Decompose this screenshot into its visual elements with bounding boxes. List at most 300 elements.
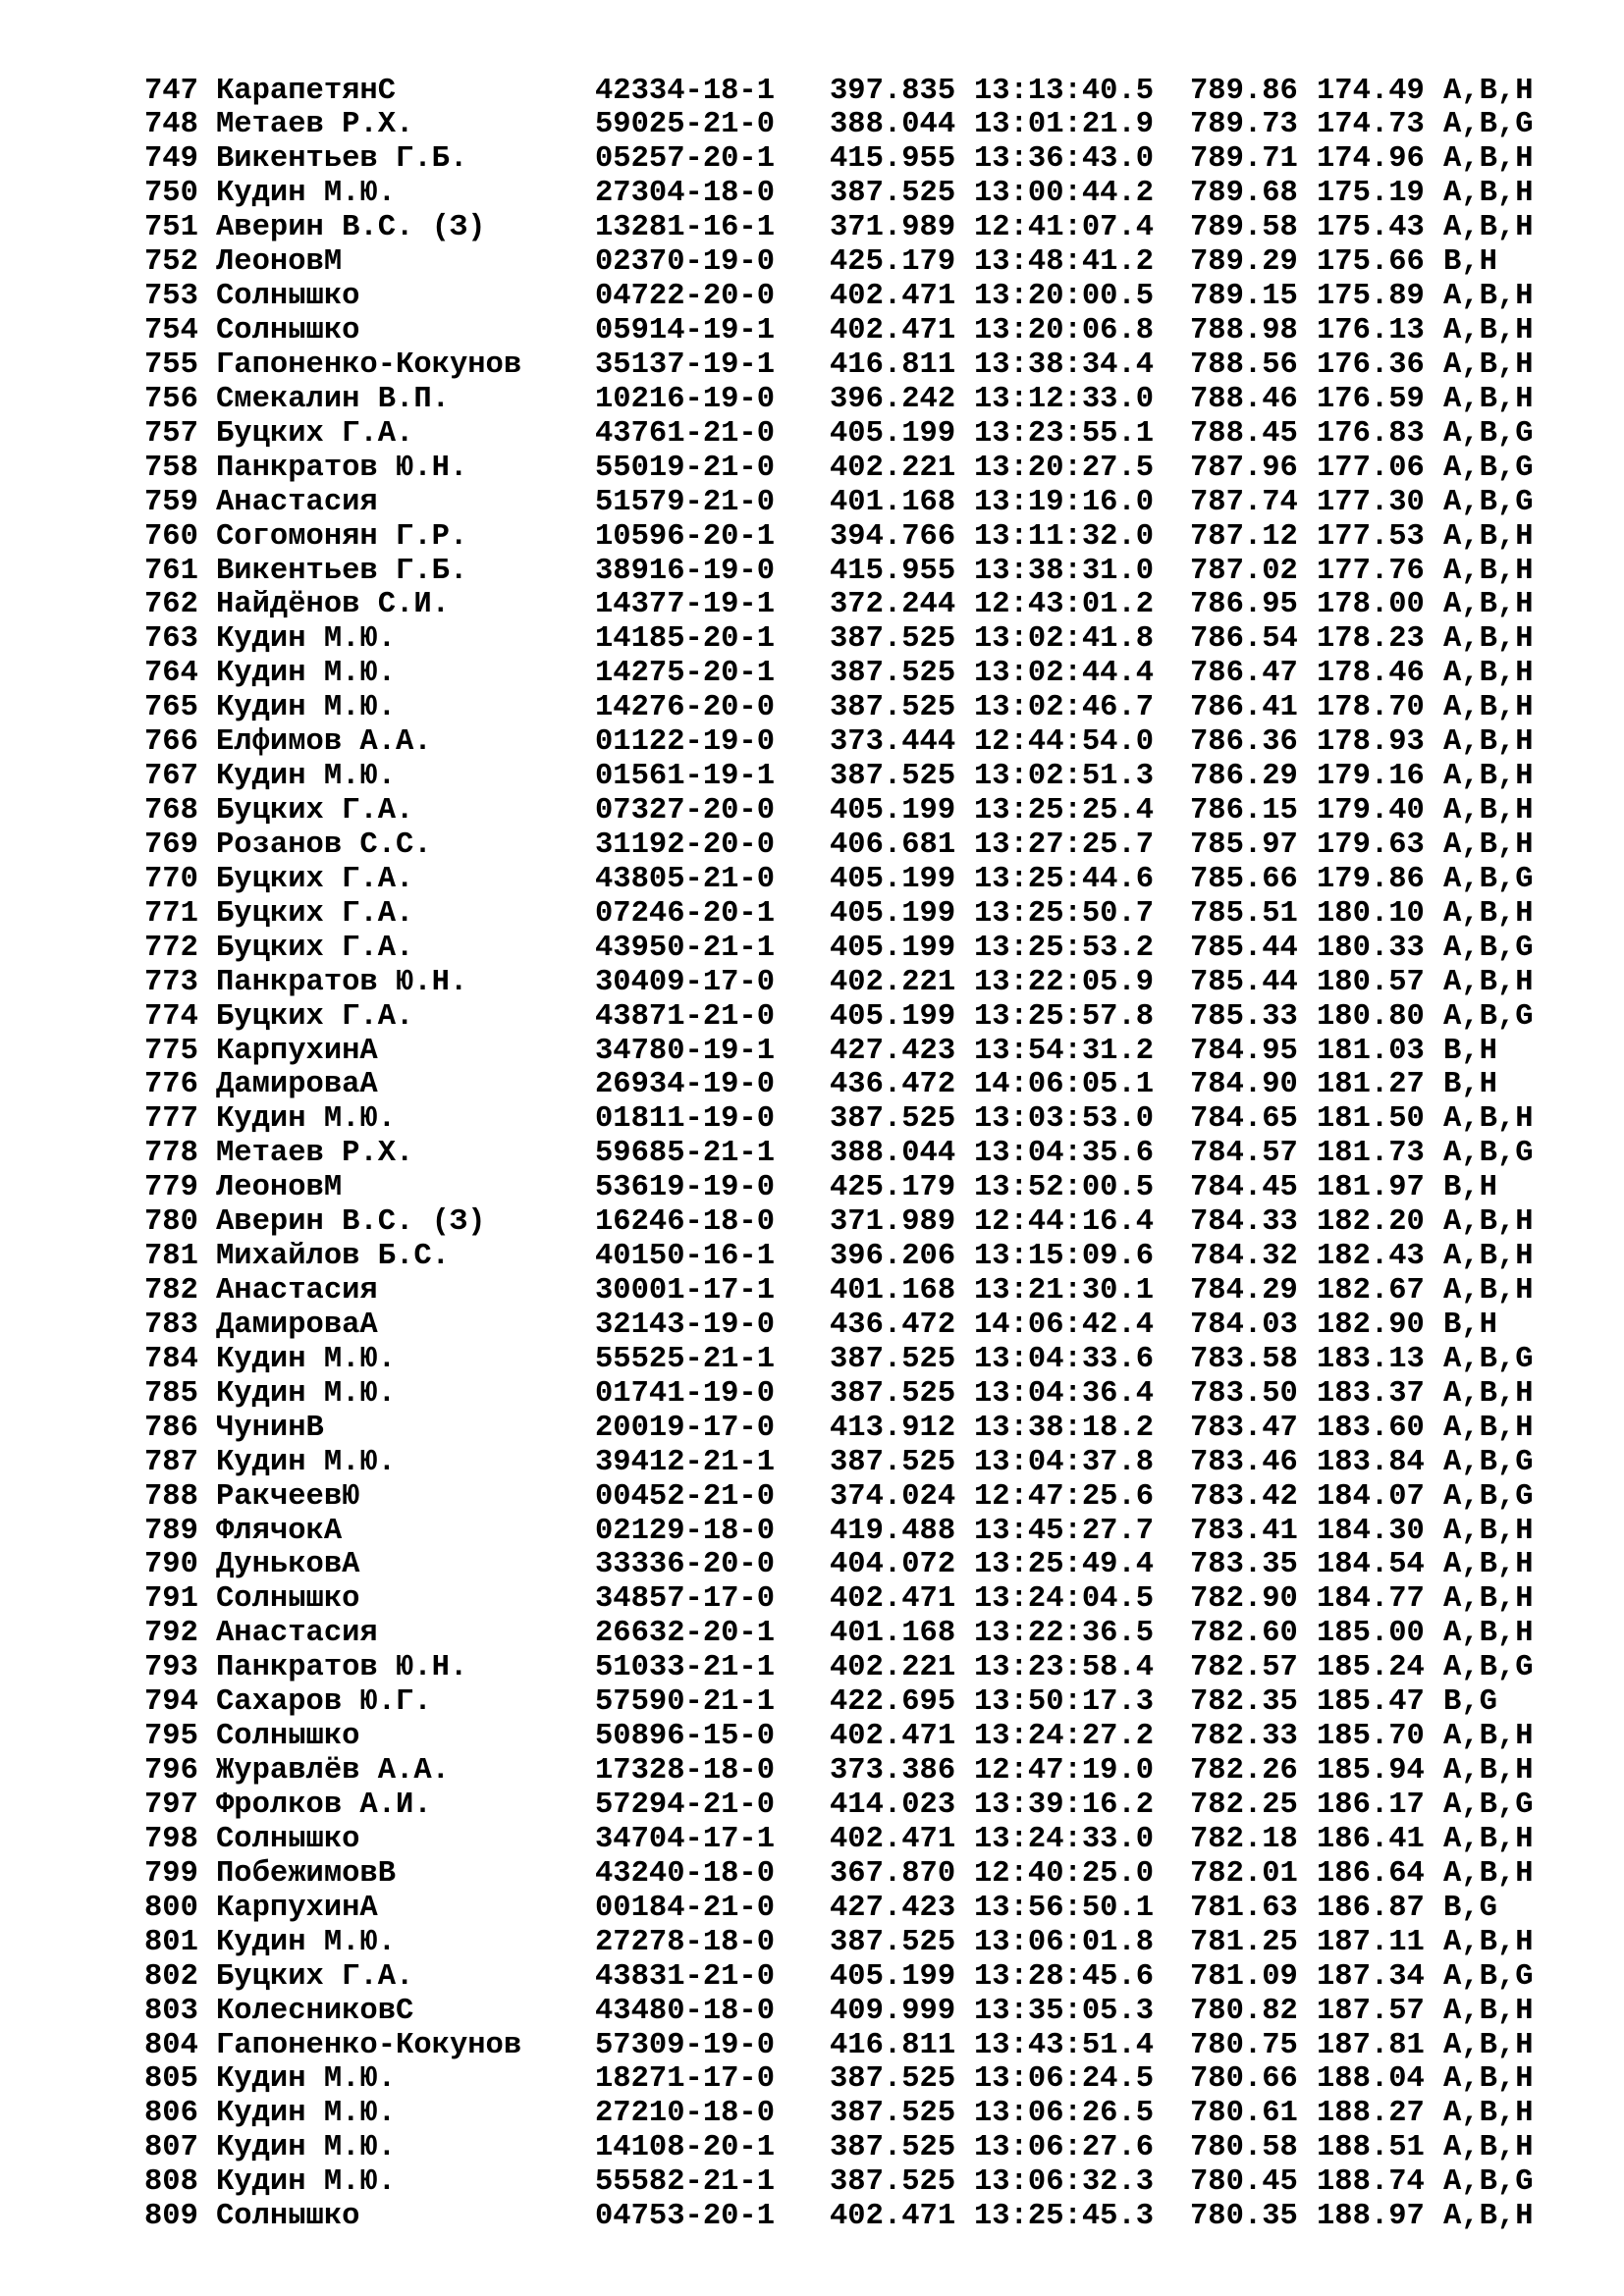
time: 13:25:57.8 <box>974 999 1155 1034</box>
speed: 783.58 <box>1190 1342 1298 1376</box>
record-id: 02129-18-0 <box>595 1514 776 1548</box>
flags: A,B,G <box>1443 1137 1534 1171</box>
speed: 782.60 <box>1190 1617 1298 1651</box>
speed: 782.26 <box>1190 1754 1298 1789</box>
distance: 405.199 <box>830 931 956 965</box>
flags: A,B,H <box>1443 142 1534 177</box>
time: 13:25:25.4 <box>974 794 1155 828</box>
participant-name: ЛеоновМ <box>216 245 343 280</box>
value: 175.19 <box>1317 177 1425 211</box>
speed: 784.45 <box>1190 1171 1298 1205</box>
flags: A,B,G <box>1443 451 1534 485</box>
value: 177.06 <box>1317 451 1425 485</box>
time: 13:28:45.6 <box>974 1959 1155 1994</box>
time: 12:47:19.0 <box>974 1754 1155 1789</box>
time: 12:44:16.4 <box>974 1205 1155 1240</box>
participant-name: Кудин М.Ю. <box>216 1342 397 1376</box>
speed: 789.15 <box>1190 280 1298 314</box>
time: 13:20:06.8 <box>974 314 1155 347</box>
distance: 387.525 <box>830 1342 956 1376</box>
record-id: 53619-19-0 <box>595 1171 776 1205</box>
participant-name: Метаев Р.Х. <box>216 1137 414 1171</box>
value: 180.10 <box>1317 896 1425 931</box>
flags: A,B,G <box>1443 1651 1534 1685</box>
participant-name: Солнышко <box>216 2200 360 2234</box>
table-row <box>0 1412 1624 1446</box>
row-number: 800 <box>144 1891 198 1925</box>
time: 13:04:35.6 <box>974 1137 1155 1171</box>
value: 186.41 <box>1317 1822 1425 1856</box>
participant-name: Панкратов Ю.Н. <box>216 965 468 999</box>
speed: 784.29 <box>1190 1274 1298 1308</box>
value: 185.00 <box>1317 1617 1425 1651</box>
time: 13:02:46.7 <box>974 691 1155 725</box>
flags: A,B,H <box>1443 74 1534 108</box>
distance: 388.044 <box>830 1137 956 1171</box>
time: 13:00:44.2 <box>974 177 1155 211</box>
record-id: 57590-21-1 <box>595 1685 776 1720</box>
value: 183.37 <box>1317 1376 1425 1411</box>
table-row <box>0 1377 1624 1412</box>
participant-name: ПобежимовВ <box>216 1856 397 1891</box>
record-id: 51579-21-0 <box>595 485 776 519</box>
record-id: 10216-19-0 <box>595 382 776 416</box>
row-number: 752 <box>144 245 198 280</box>
participant-name: КарпухинА <box>216 1034 378 1068</box>
participant-name: Кудин М.Ю. <box>216 1925 397 1959</box>
table-row <box>0 2062 1624 2097</box>
participant-name: Солнышко <box>216 1822 360 1856</box>
speed: 782.33 <box>1190 1720 1298 1754</box>
speed: 786.36 <box>1190 725 1298 760</box>
participant-name: Кудин М.Ю. <box>216 1102 397 1137</box>
record-id: 01811-19-0 <box>595 1102 776 1137</box>
table-row <box>0 348 1624 383</box>
record-id: 05914-19-1 <box>595 314 776 347</box>
participant-name: Кудин М.Ю. <box>216 1376 397 1411</box>
flags: A,B,H <box>1443 896 1534 931</box>
distance: 404.072 <box>830 1548 956 1582</box>
speed: 786.95 <box>1190 588 1298 622</box>
table-row <box>0 794 1624 828</box>
row-number: 770 <box>144 862 198 896</box>
value: 187.57 <box>1317 1994 1425 2028</box>
flags: A,B,H <box>1443 622 1534 657</box>
row-number: 793 <box>144 1651 198 1685</box>
table-row <box>0 1789 1624 1823</box>
value: 178.70 <box>1317 691 1425 725</box>
time: 13:24:27.2 <box>974 1720 1155 1754</box>
table-row <box>0 1926 1624 1960</box>
flags: A,B,H <box>1443 2200 1534 2234</box>
record-id: 32143-19-0 <box>595 1308 776 1342</box>
flags: B,H <box>1443 1034 1497 1068</box>
record-id: 16246-18-0 <box>595 1205 776 1240</box>
speed: 781.25 <box>1190 1925 1298 1959</box>
record-id: 50896-15-0 <box>595 1720 776 1754</box>
row-number: 766 <box>144 725 198 760</box>
speed: 788.46 <box>1190 382 1298 416</box>
distance: 387.525 <box>830 760 956 794</box>
participant-name: Михайлов Б.С. <box>216 1240 450 1274</box>
record-id: 38916-19-0 <box>595 554 776 588</box>
record-id: 43831-21-0 <box>595 1959 776 1994</box>
participant-name: Смекалин В.П. <box>216 382 450 416</box>
flags: A,B,G <box>1443 862 1534 896</box>
value: 180.57 <box>1317 965 1425 999</box>
speed: 787.02 <box>1190 554 1298 588</box>
time: 13:35:05.3 <box>974 1994 1155 2028</box>
value: 184.30 <box>1317 1514 1425 1548</box>
speed: 784.33 <box>1190 1205 1298 1240</box>
table-row <box>0 1102 1624 1137</box>
time: 13:06:27.6 <box>974 2131 1155 2165</box>
value: 187.34 <box>1317 1959 1425 1994</box>
table-row <box>0 314 1624 348</box>
value: 178.93 <box>1317 725 1425 760</box>
time: 12:43:01.2 <box>974 588 1155 622</box>
time: 13:15:09.6 <box>974 1240 1155 1274</box>
table-row <box>0 1068 1624 1102</box>
speed: 787.96 <box>1190 451 1298 485</box>
time: 14:06:42.4 <box>974 1308 1155 1342</box>
value: 178.46 <box>1317 657 1425 691</box>
row-number: 782 <box>144 1274 198 1308</box>
speed: 784.65 <box>1190 1102 1298 1137</box>
flags: B,G <box>1443 1685 1497 1720</box>
distance: 402.221 <box>830 1651 956 1685</box>
speed: 783.50 <box>1190 1376 1298 1411</box>
participant-name: Буцких Г.А. <box>216 794 414 828</box>
record-id: 35137-19-1 <box>595 347 776 382</box>
value: 188.74 <box>1317 2165 1425 2200</box>
participant-name: Гапоненко-Кокунов <box>216 2028 522 2062</box>
row-number: 768 <box>144 794 198 828</box>
flags: A,B,H <box>1443 1240 1534 1274</box>
row-number: 803 <box>144 1994 198 2028</box>
table-row <box>0 691 1624 725</box>
table-row <box>0 1995 1624 2029</box>
time: 13:50:17.3 <box>974 1685 1155 1720</box>
row-number: 754 <box>144 314 198 347</box>
table-row <box>0 1617 1624 1651</box>
row-number: 792 <box>144 1617 198 1651</box>
record-id: 43480-18-0 <box>595 1994 776 2028</box>
row-number: 781 <box>144 1240 198 1274</box>
table-row <box>0 966 1624 1000</box>
flags: A,B,G <box>1443 2165 1534 2200</box>
table-row <box>0 1685 1624 1720</box>
value: 177.30 <box>1317 485 1425 519</box>
flags: A,B,H <box>1443 725 1534 760</box>
flags: A,B,H <box>1443 588 1534 622</box>
flags: A,B,H <box>1443 519 1534 554</box>
row-number: 777 <box>144 1102 198 1137</box>
speed: 782.57 <box>1190 1651 1298 1685</box>
participant-name: Журавлёв А.А. <box>216 1754 450 1789</box>
value: 174.96 <box>1317 142 1425 177</box>
table-row <box>0 108 1624 142</box>
value: 184.07 <box>1317 1479 1425 1514</box>
distance: 387.525 <box>830 691 956 725</box>
time: 13:12:33.0 <box>974 382 1155 416</box>
time: 13:11:32.0 <box>974 519 1155 554</box>
speed: 782.35 <box>1190 1685 1298 1720</box>
participant-name: Сахаров Ю.Г. <box>216 1685 432 1720</box>
value: 181.27 <box>1317 1068 1425 1102</box>
distance: 387.525 <box>830 2062 956 2097</box>
record-id: 57309-19-0 <box>595 2028 776 2062</box>
value: 183.84 <box>1317 1445 1425 1479</box>
record-id: 14108-20-1 <box>595 2131 776 2165</box>
record-id: 34857-17-0 <box>595 1582 776 1617</box>
speed: 789.29 <box>1190 245 1298 280</box>
distance: 405.199 <box>830 896 956 931</box>
time: 12:41:07.4 <box>974 211 1155 245</box>
value: 176.59 <box>1317 382 1425 416</box>
table-row <box>0 452 1624 486</box>
table-row <box>0 1754 1624 1789</box>
table-row <box>0 1308 1624 1343</box>
table-row <box>0 863 1624 897</box>
participant-name: Кудин М.Ю. <box>216 622 397 657</box>
distance: 416.811 <box>830 347 956 382</box>
row-number: 787 <box>144 1445 198 1479</box>
distance: 373.386 <box>830 1754 956 1789</box>
distance: 415.955 <box>830 554 956 588</box>
value: 177.76 <box>1317 554 1425 588</box>
time: 13:06:24.5 <box>974 2062 1155 2097</box>
value: 187.81 <box>1317 2028 1425 2062</box>
value: 184.54 <box>1317 1548 1425 1582</box>
table-row <box>0 1137 1624 1171</box>
time: 13:19:16.0 <box>974 485 1155 519</box>
table-row <box>0 2029 1624 2063</box>
distance: 374.024 <box>830 1479 956 1514</box>
distance: 401.168 <box>830 1617 956 1651</box>
time: 13:24:04.5 <box>974 1582 1155 1617</box>
value: 176.83 <box>1317 416 1425 451</box>
flags: B,H <box>1443 1068 1497 1102</box>
record-id: 55582-21-1 <box>595 2165 776 2200</box>
participant-name: Кудин М.Ю. <box>216 2097 397 2131</box>
value: 176.36 <box>1317 347 1425 382</box>
distance: 419.488 <box>830 1514 956 1548</box>
time: 13:45:27.7 <box>974 1514 1155 1548</box>
flags: A,B,G <box>1443 108 1534 142</box>
record-id: 10596-20-1 <box>595 519 776 554</box>
flags: A,B,H <box>1443 657 1534 691</box>
value: 181.97 <box>1317 1171 1425 1205</box>
row-number: 755 <box>144 347 198 382</box>
speed: 786.29 <box>1190 760 1298 794</box>
table-row <box>0 828 1624 863</box>
value: 179.16 <box>1317 760 1425 794</box>
table-row <box>0 1240 1624 1274</box>
participant-name: ЧунинВ <box>216 1411 324 1445</box>
row-number: 790 <box>144 1548 198 1582</box>
table-row <box>0 75 1624 109</box>
distance: 373.444 <box>830 725 956 760</box>
participant-name: Фролков А.И. <box>216 1789 432 1822</box>
record-id: 01122-19-0 <box>595 725 776 760</box>
flags: A,B,H <box>1443 760 1534 794</box>
flags: A,B,H <box>1443 314 1534 347</box>
record-id: 00184-21-0 <box>595 1891 776 1925</box>
time: 13:38:34.4 <box>974 347 1155 382</box>
speed: 788.45 <box>1190 416 1298 451</box>
row-number: 760 <box>144 519 198 554</box>
participant-name: Гапоненко-Кокунов <box>216 347 522 382</box>
value: 177.53 <box>1317 519 1425 554</box>
record-id: 14276-20-0 <box>595 691 776 725</box>
table-row <box>0 555 1624 589</box>
row-number: 808 <box>144 2165 198 2200</box>
flags: B,H <box>1443 245 1497 280</box>
distance: 387.525 <box>830 1376 956 1411</box>
speed: 785.66 <box>1190 862 1298 896</box>
flags: A,B,G <box>1443 931 1534 965</box>
distance: 402.471 <box>830 1720 956 1754</box>
flags: A,B,H <box>1443 1720 1534 1754</box>
distance: 387.525 <box>830 2131 956 2165</box>
record-id: 39412-21-1 <box>595 1445 776 1479</box>
row-number: 798 <box>144 1822 198 1856</box>
row-number: 772 <box>144 931 198 965</box>
speed: 786.15 <box>1190 794 1298 828</box>
speed: 783.35 <box>1190 1548 1298 1582</box>
table-row <box>0 383 1624 417</box>
row-number: 769 <box>144 828 198 862</box>
record-id: 55525-21-1 <box>595 1342 776 1376</box>
participant-name: Кудин М.Ю. <box>216 2131 397 2165</box>
speed: 784.57 <box>1190 1137 1298 1171</box>
speed: 786.41 <box>1190 691 1298 725</box>
value: 179.86 <box>1317 862 1425 896</box>
flags: A,B,H <box>1443 2131 1534 2165</box>
flags: A,B,H <box>1443 2097 1534 2131</box>
table-row <box>0 520 1624 555</box>
flags: A,B,H <box>1443 1376 1534 1411</box>
participant-name: Кудин М.Ю. <box>216 177 397 211</box>
row-number: 806 <box>144 2097 198 2131</box>
distance: 402.221 <box>830 451 956 485</box>
participant-name: Викентьев Г.Б. <box>216 554 468 588</box>
record-id: 02370-19-0 <box>595 245 776 280</box>
record-id: 04722-20-0 <box>595 280 776 314</box>
flags: A,B,H <box>1443 347 1534 382</box>
speed: 785.51 <box>1190 896 1298 931</box>
table-row <box>0 1205 1624 1240</box>
table-row <box>0 657 1624 691</box>
table-row <box>0 245 1624 280</box>
value: 188.27 <box>1317 2097 1425 2131</box>
row-number: 795 <box>144 1720 198 1754</box>
record-id: 51033-21-1 <box>595 1651 776 1685</box>
flags: A,B,H <box>1443 965 1534 999</box>
flags: A,B,H <box>1443 1514 1534 1548</box>
record-id: 59025-21-0 <box>595 108 776 142</box>
participant-name: ДамироваА <box>216 1068 378 1102</box>
speed: 784.95 <box>1190 1034 1298 1068</box>
distance: 425.179 <box>830 1171 956 1205</box>
speed: 780.35 <box>1190 2200 1298 2234</box>
time: 13:21:30.1 <box>974 1274 1155 1308</box>
time: 13:25:50.7 <box>974 896 1155 931</box>
value: 183.60 <box>1317 1411 1425 1445</box>
row-number: 784 <box>144 1342 198 1376</box>
record-id: 26632-20-1 <box>595 1617 776 1651</box>
record-id: 13281-16-1 <box>595 211 776 245</box>
table-row <box>0 1960 1624 1995</box>
flags: A,B,H <box>1443 1102 1534 1137</box>
row-number: 757 <box>144 416 198 451</box>
record-id: 43805-21-0 <box>595 862 776 896</box>
flags: A,B,H <box>1443 1411 1534 1445</box>
flags: A,B,H <box>1443 1754 1534 1789</box>
flags: A,B,H <box>1443 211 1534 245</box>
speed: 781.63 <box>1190 1891 1298 1925</box>
distance: 387.525 <box>830 622 956 657</box>
flags: B,H <box>1443 1308 1497 1342</box>
row-number: 778 <box>144 1137 198 1171</box>
time: 12:44:54.0 <box>974 725 1155 760</box>
row-number: 783 <box>144 1308 198 1342</box>
speed: 782.01 <box>1190 1856 1298 1891</box>
value: 174.73 <box>1317 108 1425 142</box>
distance: 427.423 <box>830 1891 956 1925</box>
row-number: 751 <box>144 211 198 245</box>
speed: 788.56 <box>1190 347 1298 382</box>
distance: 396.206 <box>830 1240 956 1274</box>
flags: A,B,H <box>1443 1582 1534 1617</box>
distance: 405.199 <box>830 794 956 828</box>
flags: A,B,H <box>1443 177 1534 211</box>
distance: 402.471 <box>830 2200 956 2234</box>
flags: B,G <box>1443 1891 1497 1925</box>
flags: A,B,H <box>1443 280 1534 314</box>
record-id: 01741-19-0 <box>595 1376 776 1411</box>
record-id: 57294-21-0 <box>595 1789 776 1822</box>
time: 13:36:43.0 <box>974 142 1155 177</box>
table-row <box>0 486 1624 520</box>
distance: 409.999 <box>830 1994 956 2028</box>
participant-name: Солнышко <box>216 314 360 347</box>
participant-name: Солнышко <box>216 1582 360 1617</box>
distance: 402.471 <box>830 280 956 314</box>
table-row <box>0 280 1624 314</box>
distance: 401.168 <box>830 1274 956 1308</box>
record-id: 14275-20-1 <box>595 657 776 691</box>
value: 175.66 <box>1317 245 1425 280</box>
speed: 784.90 <box>1190 1068 1298 1102</box>
distance: 387.525 <box>830 2097 956 2131</box>
row-number: 801 <box>144 1925 198 1959</box>
record-id: 33336-20-0 <box>595 1548 776 1582</box>
participant-name: Буцких Г.А. <box>216 416 414 451</box>
time: 13:04:36.4 <box>974 1376 1155 1411</box>
value: 185.94 <box>1317 1754 1425 1789</box>
value: 183.13 <box>1317 1342 1425 1376</box>
value: 186.17 <box>1317 1789 1425 1822</box>
participant-name: Кудин М.Ю. <box>216 2165 397 2200</box>
participant-name: КолесниковС <box>216 1994 414 2028</box>
row-number: 809 <box>144 2200 198 2234</box>
time: 13:22:05.9 <box>974 965 1155 999</box>
time: 13:20:00.5 <box>974 280 1155 314</box>
value: 188.51 <box>1317 2131 1425 2165</box>
value: 182.90 <box>1317 1308 1425 1342</box>
